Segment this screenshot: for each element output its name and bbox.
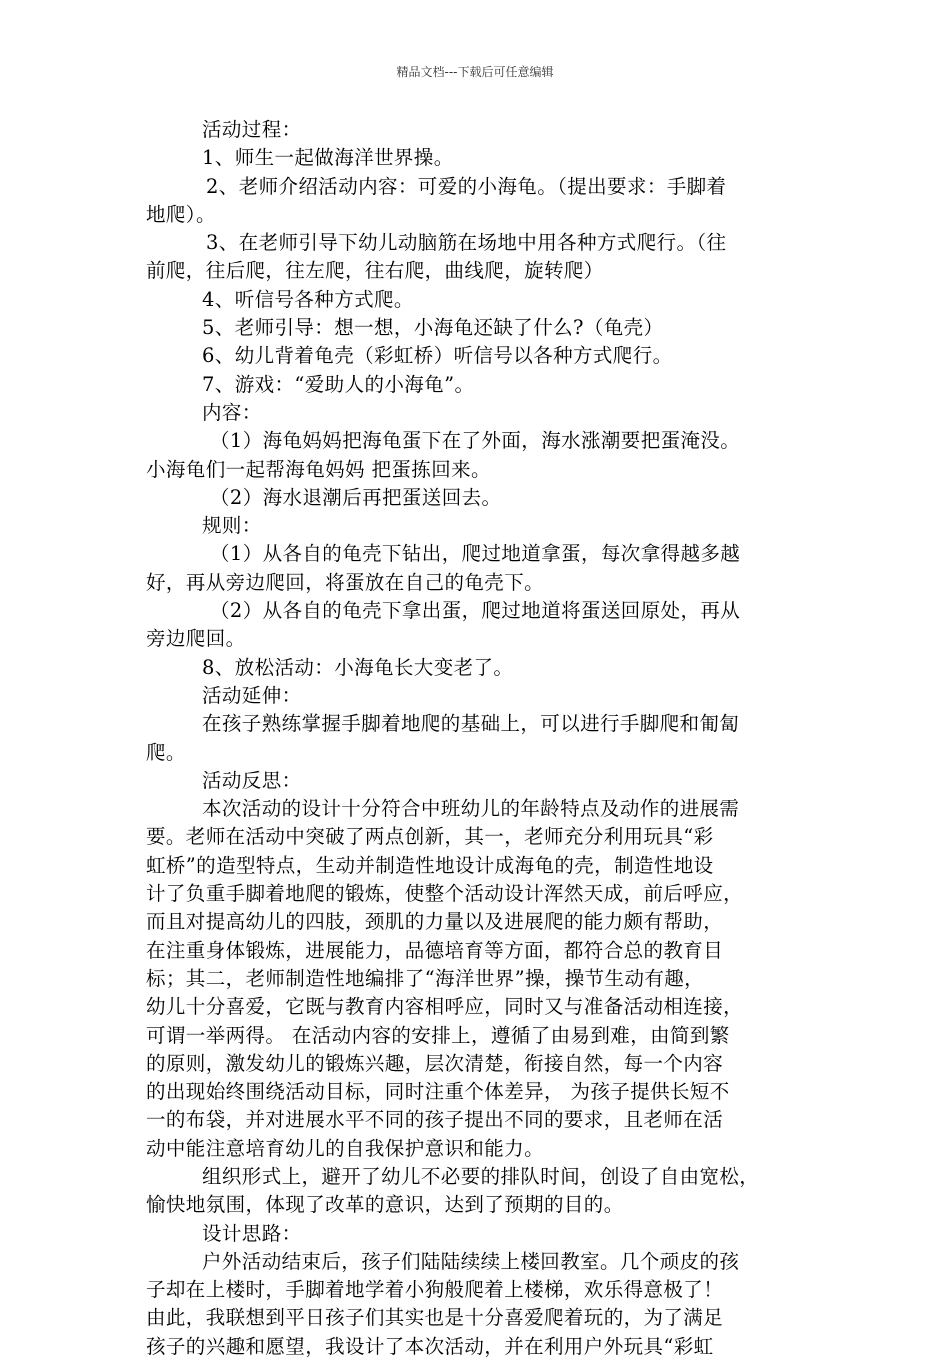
text-line: 孩子的兴趣和愿望，我设计了本次活动，并在利用户外玩具“彩虹 <box>146 1334 714 1358</box>
text-line: 3、在老师引导下幼儿动脑筋在场地中用各种方式爬行。（往 <box>206 231 727 255</box>
text-line: 爬。 <box>146 740 186 764</box>
text-line: 由此，我联想到平日孩子们其实也是十分喜爱爬着玩的，为了满足 <box>146 1306 724 1330</box>
text-line: 6、幼儿背着龟壳（彩虹桥）听信号以各种方式爬行。 <box>202 344 673 368</box>
text-line: 本次活动的设计十分符合中班幼儿的年龄特点及动作的进展需 <box>202 797 740 821</box>
text-line: 标；其二，老师制造性地编排了“海洋世界”操，操节生动有趣， <box>146 966 705 990</box>
text-line: 设计思路： <box>202 1221 302 1245</box>
text-line: 子却在上楼时，手脚着地学着小狗般爬着上楼梯，欢乐得意极了！ <box>146 1278 724 1302</box>
text-line: 5、老师引导：想一想，小海龟还缺了什么?（龟壳） <box>202 316 664 340</box>
text-line: 好，再从旁边爬回，将蛋放在自己的龟壳下。 <box>146 570 545 594</box>
text-line: 虹桥”的造型特点，生动并制造性地设计成海龟的壳，制造性地设 <box>146 853 714 877</box>
text-line: 内容： <box>202 400 262 424</box>
text-line: 前爬，往后爬，往左爬，往右爬，曲线爬，旋转爬） <box>146 259 604 283</box>
text-line: 规则： <box>202 514 262 538</box>
text-line: 要。老师在活动中突破了两点创新，其一，老师充分利用玩具“彩 <box>146 825 714 849</box>
text-line: 7、游戏：“爱助人的小海龟”。 <box>202 372 475 396</box>
page-header: 精品文档---下载后可任意编辑 <box>396 65 554 79</box>
text-line: 动中能注意培育幼儿的自我保护意识和能力。 <box>146 1136 545 1160</box>
text-line: 组织形式上，避开了幼儿不必要的排队时间，创设了自由宽松， <box>202 1164 760 1188</box>
text-line: 活动延伸： <box>202 683 302 707</box>
text-line: 活动过程： <box>202 118 302 141</box>
text-line: 而且对提高幼儿的四肢，颈肌的力量以及进展爬的能力颇有帮助， <box>146 910 724 934</box>
text-line: 在注重身体锻炼，进展能力，品德培育等方面，都符合总的教育目 <box>146 938 724 962</box>
text-line: 幼儿十分喜爱，它既与教育内容相呼应，同时又与准备活动相连接， <box>146 995 744 1019</box>
text-line: 活动反思： <box>202 768 302 792</box>
document-body <box>146 116 810 1361</box>
text-line: 计了负重手脚着地爬的锻炼，使整个活动设计浑然天成，前后呼应， <box>146 882 744 906</box>
text-line: 的出现始终围绕活动目标，同时注重个体差异， 为孩子提供长短不 <box>146 1080 730 1104</box>
text-line: 的原则，激发幼儿的锻炼兴趣，层次清楚，衔接自然，每一个内容 <box>146 1051 724 1075</box>
text-line: （1）海龟妈妈把海龟蛋下在了外面，海水涨潮要把蛋淹没。 <box>210 429 741 453</box>
text-line: 一的布袋，并对进展水平不同的孩子提出不同的要求，且老师在活 <box>146 1108 724 1132</box>
text-line: （1）从各自的龟壳下钻出，爬过地道拿蛋，每次拿得越多越 <box>210 542 741 566</box>
text-line: 地爬）。 <box>146 202 216 226</box>
text-line: 2、老师介绍活动内容：可爱的小海龟。（提出要求：手脚着 <box>206 174 727 198</box>
text-line: 小海龟们一起帮海龟妈妈 把蛋拣回来。 <box>146 457 491 481</box>
text-line: 8、放松活动：小海龟长大变老了。 <box>202 655 514 679</box>
text-line: 4、听信号各种方式爬。 <box>202 287 414 311</box>
text-line: （2）从各自的龟壳下拿出蛋，爬过地道将蛋送回原处，再从 <box>210 599 741 623</box>
text-line: 1、师生一起做海洋世界操。 <box>202 146 454 170</box>
text-line: 可谓一举两得。 在活动内容的安排上，遵循了由易到难，由简到繁 <box>146 1023 730 1047</box>
text-line: 在孩子熟练掌握手脚着地爬的基础上，可以进行手脚爬和匍匐 <box>202 712 740 736</box>
text-line: 户外活动结束后，孩子们陆陆续续上楼回教室。几个顽皮的孩 <box>202 1249 740 1273</box>
text-line: （2）海水退潮后再把蛋送回去。 <box>210 485 502 509</box>
text-line: 愉快地氛围，体现了改革的意识，达到了预期的目的。 <box>146 1193 624 1217</box>
text-line: 旁边爬回。 <box>146 627 246 651</box>
